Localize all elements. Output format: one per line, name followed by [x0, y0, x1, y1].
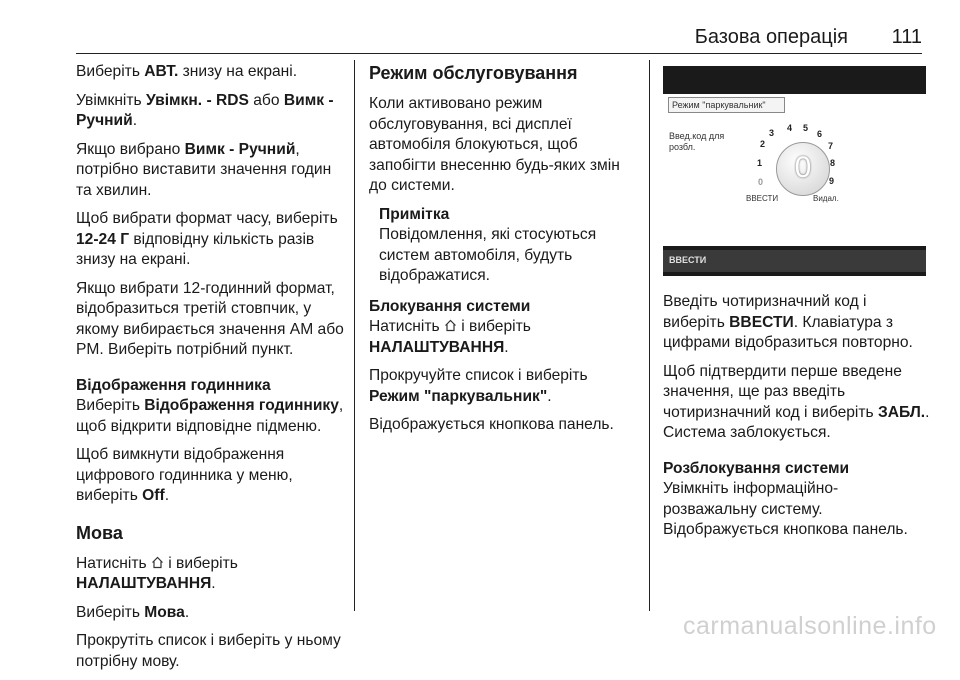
paragraph: Щоб підтвердити перше введене значення, ще раз введіть чотиризначний код і виберіть ЗАБЛ.. Система заблокується. [663, 362, 930, 441]
dial-number: 1 [757, 158, 763, 168]
paragraph: Увімкніть інформаційно-розважальну систему. Відображується кнопкова панель. [663, 480, 908, 538]
heading-system-unlock: Розблокування системи [663, 459, 850, 477]
paragraph: Прокручуйте список і виберіть Режим "паркувальник". [369, 367, 588, 405]
dial-number: 8 [830, 158, 836, 168]
note-box [379, 205, 639, 287]
home-icon [151, 556, 164, 569]
paragraph: Коли активовано режим обслуговування, всі дисплеї автомобіля блокуються, щоб запобігти внесенню будь-яких змін до системи. [369, 95, 620, 194]
code-dial [776, 142, 830, 196]
heading-language: Мова [76, 522, 123, 543]
column-middle [369, 62, 639, 444]
paragraph: Щоб вибрати формат часу, виберіть 12-24 Г відповідну кількість разів знизу на екрані. [76, 210, 338, 268]
dial-number: 0 [758, 177, 764, 187]
page-header [0, 0, 960, 60]
screen-title: Режим "паркувальник" [668, 97, 785, 113]
paragraph: Якщо вибрати 12-годинний формат, відобразиться третій стовпчик, у якому вибирається значення AM або PM. Виберіть потрібний пункт. [76, 279, 344, 358]
dial-number: 4 [787, 123, 793, 133]
delete-label: Видал. [813, 194, 839, 203]
paragraph: Якщо вибрано Вимк - Ручний, потрібно виставити значення годин та хвилин. [76, 140, 332, 199]
dial-number: 3 [769, 128, 775, 138]
column-right [663, 292, 931, 549]
note-text: Повідомлення, які стосуються систем автомобіля, будуть відображатися. [379, 226, 597, 284]
dial-number: 9 [829, 176, 835, 186]
heading-system-lock: Блокування системи [369, 297, 531, 315]
screen-bottom-bar [663, 250, 926, 272]
column-divider-1 [354, 60, 355, 611]
home-icon [444, 319, 457, 332]
dial-number: 6 [817, 129, 823, 139]
enter-button: ВВЕСТИ [669, 255, 707, 265]
column-left [76, 62, 346, 680]
heading-clock-display: Відображення годинника [76, 376, 271, 394]
paragraph: Прокрутіть список і виберіть у ньому потрібну мову. [76, 632, 341, 670]
screen-code-label: Введ.код для розбл. [669, 131, 725, 152]
dial-number: 5 [803, 123, 809, 133]
paragraph: Натисніть і виберіть НАЛАШТУВАННЯ. [76, 554, 238, 592]
paragraph: Натисніть і виберіть НАЛАШТУВАННЯ. [369, 318, 531, 356]
header-rule [76, 53, 922, 54]
watermark: carmanualsonline.info [683, 612, 937, 640]
paragraph: Відображується кнопкова панель. [369, 416, 614, 433]
dial-digit: 0 [794, 151, 812, 184]
column-divider-2 [649, 60, 650, 611]
paragraph: Введіть чотиризначний код і виберіть ВВЕСТИ. Клавіатура з цифрами відобразиться повторно. [663, 293, 913, 351]
dial-number: 7 [828, 141, 834, 151]
paragraph: Виберіть Мова. [76, 603, 190, 621]
paragraph: Увімкніть Увімкн. - RDS або Вимк - Ручний. [76, 91, 334, 129]
paragraph: Виберіть Відображення годиннику, щоб відкрити відповідне підменю. [76, 397, 344, 435]
note-title: Примітка [379, 205, 450, 223]
paragraph: Виберіть АВТ. знизу на екрані. [76, 63, 298, 80]
heading-service-mode: Режим обслуговування [369, 63, 578, 83]
page-number: 111 [891, 26, 922, 48]
page-title: Базова операція [694, 26, 848, 48]
paragraph: Щоб вимкнути відображення цифрового годинника у меню, виберіть Off. [76, 446, 293, 504]
dial-number: 2 [760, 139, 766, 149]
enter-label: ВВЕСТИ [746, 194, 779, 203]
